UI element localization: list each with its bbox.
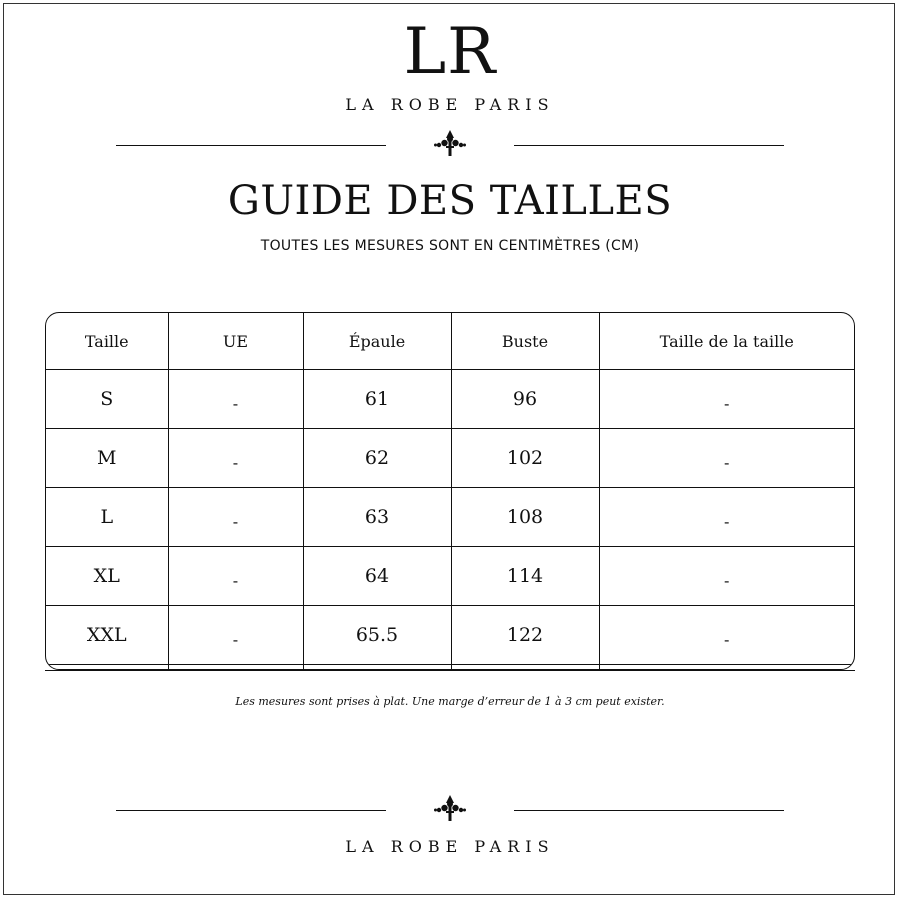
cell-buste: 102 [451, 429, 599, 488]
table-baseline-rule [45, 670, 855, 671]
cell-size: XL [46, 547, 168, 606]
table-row [46, 547, 854, 606]
ornamental-divider-bottom [0, 795, 900, 825]
cell-epaule: 62 [303, 429, 451, 488]
column-header-tour-de-taille: Taille de la taille [599, 313, 854, 370]
cell-ue: - [168, 547, 303, 606]
cell-tour-de-taille: - [599, 606, 854, 665]
cell-tour-de-taille: - [599, 370, 854, 429]
cell-ue: - [168, 488, 303, 547]
ornamental-divider-top [0, 130, 900, 160]
brand-name-top: LA ROBE PARIS [345, 95, 555, 114]
cell-ue: - [168, 370, 303, 429]
divider-rule-right [514, 145, 784, 146]
column-header-ue: UE [168, 313, 303, 370]
table-header-row [46, 313, 854, 370]
page-subtitle: TOUTES LES MESURES SONT EN CENTIMÈTRES (CM) [260, 238, 640, 254]
cell-buste: 114 [451, 547, 599, 606]
divider-rule-left [116, 145, 386, 146]
divider-rule-right [514, 810, 784, 811]
cell-epaule: 65.5 [303, 606, 451, 665]
cell-epaule: 64 [303, 547, 451, 606]
divider-rule-left [116, 810, 386, 811]
page-title: GUIDE DES TAILLES [227, 178, 673, 224]
table-row [46, 488, 854, 547]
cell-size: L [46, 488, 168, 547]
table-row [46, 429, 854, 488]
measurement-note: Les mesures sont prises à plat. Une marge d’erreur de 1 à 3 cm peut exister. [235, 695, 665, 708]
cell-ue: - [168, 429, 303, 488]
cell-epaule: 61 [303, 370, 451, 429]
cell-buste: 108 [451, 488, 599, 547]
cell-tour-de-taille: - [599, 547, 854, 606]
fleur-de-lis-icon [430, 130, 470, 160]
cell-buste: 96 [451, 370, 599, 429]
table-row [46, 370, 854, 429]
column-header-taille: Taille [46, 313, 168, 370]
size-table-container [45, 312, 855, 670]
brand-logo: LR [403, 15, 497, 89]
table-row [46, 606, 854, 665]
cell-tour-de-taille: - [599, 488, 854, 547]
cell-buste: 122 [451, 606, 599, 665]
cell-size: S [46, 370, 168, 429]
cell-size: XXL [46, 606, 168, 665]
column-header-buste: Buste [451, 313, 599, 370]
cell-epaule: 63 [303, 488, 451, 547]
size-table [46, 313, 854, 670]
column-header-epaule: Épaule [303, 313, 451, 370]
brand-name-bottom: LA ROBE PARIS [345, 837, 555, 856]
cell-tour-de-taille: - [599, 429, 854, 488]
cell-size: M [46, 429, 168, 488]
cell-ue: - [168, 606, 303, 665]
fleur-de-lis-icon [430, 795, 470, 825]
